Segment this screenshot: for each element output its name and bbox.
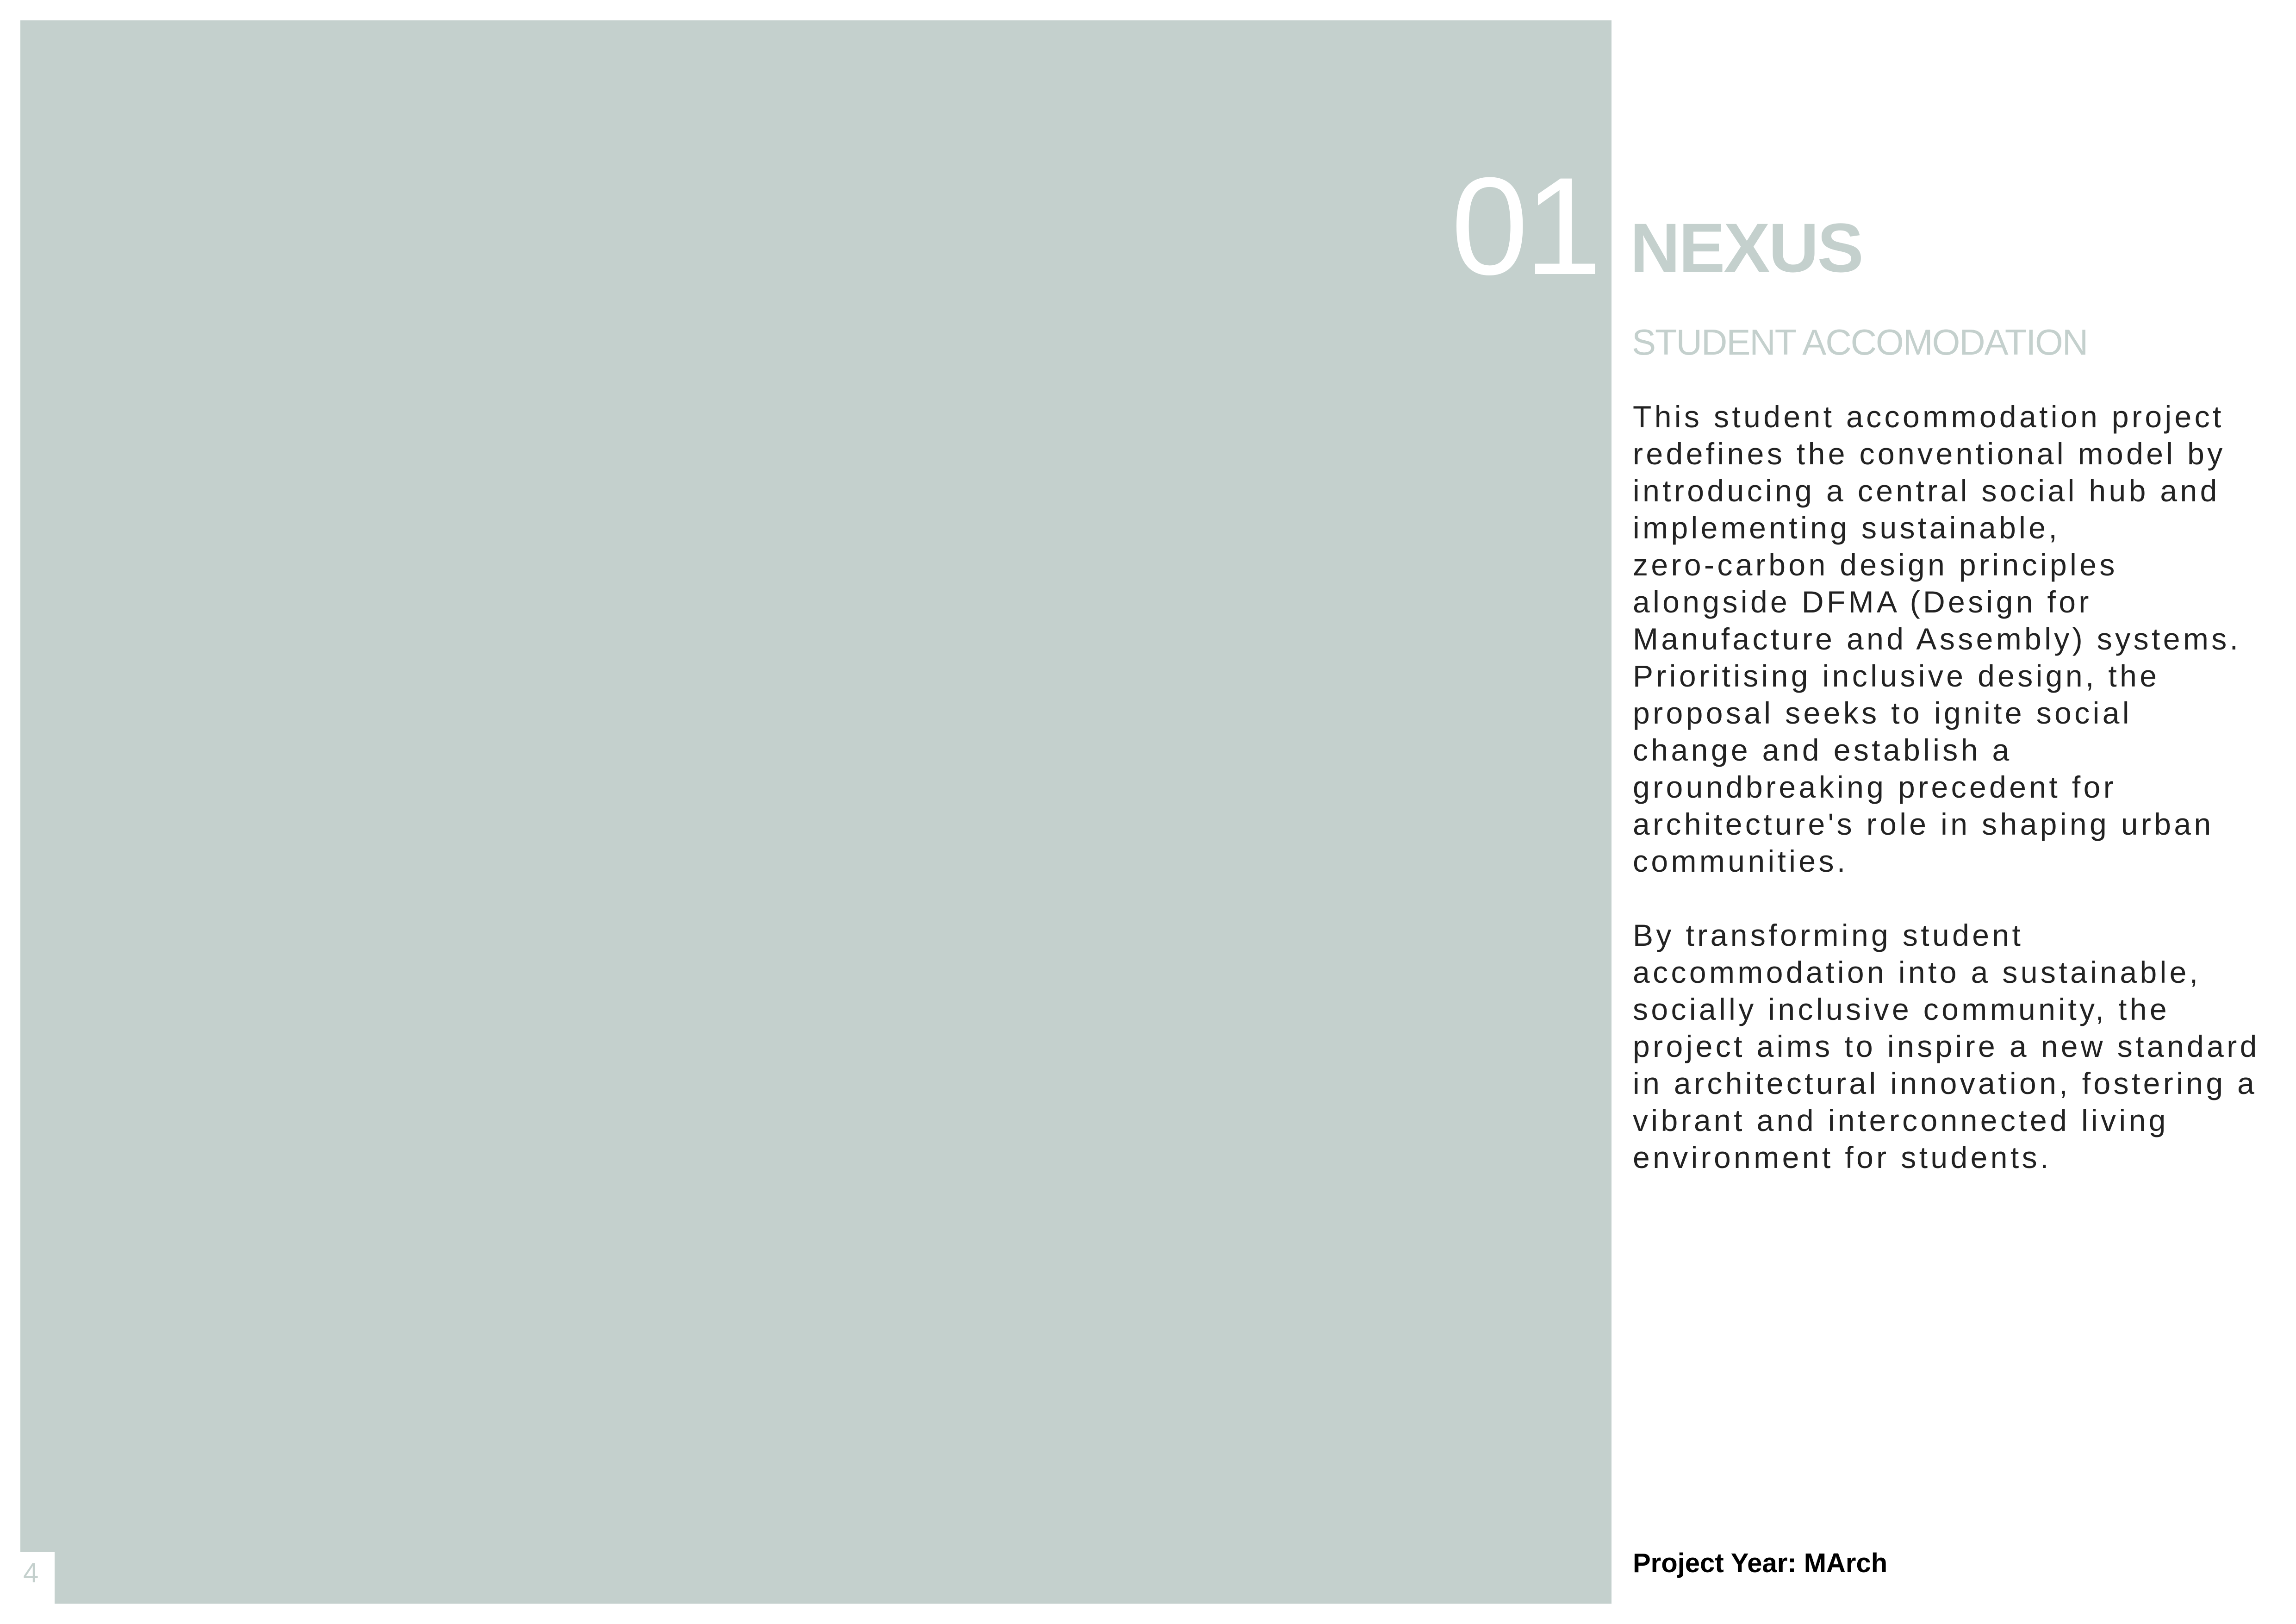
description-paragraph: By transforming student accommodation into a sustainable, socially inclusive community, the project aims to inspire a new standard in architectural innovation, fostering a vibrant and interconnected living environment for students. [1633, 918, 2260, 1174]
project-number: 01 [1451, 148, 1598, 304]
description-paragraph: This student accommodation project redefines the conventional model by introducing a central social hub and implementing sustainable, zero-carbon design principles alongside DFMA (Design for Manufacture and Assembly) systems. Prioritising inclusive design, the proposal seeks to ignite social change and establish a groundbreaking precedent for architecture's role in shaping urban communities. [1633, 400, 2241, 878]
image-panel [20, 20, 1612, 1604]
page-number: 4 [23, 1557, 39, 1588]
project-year: Project Year: MArch [1633, 1548, 1888, 1578]
project-title: NEXUS [1630, 209, 1862, 287]
project-subtitle: STUDENT ACCOMODATION [1632, 322, 2088, 362]
project-description [1633, 398, 2281, 1176]
